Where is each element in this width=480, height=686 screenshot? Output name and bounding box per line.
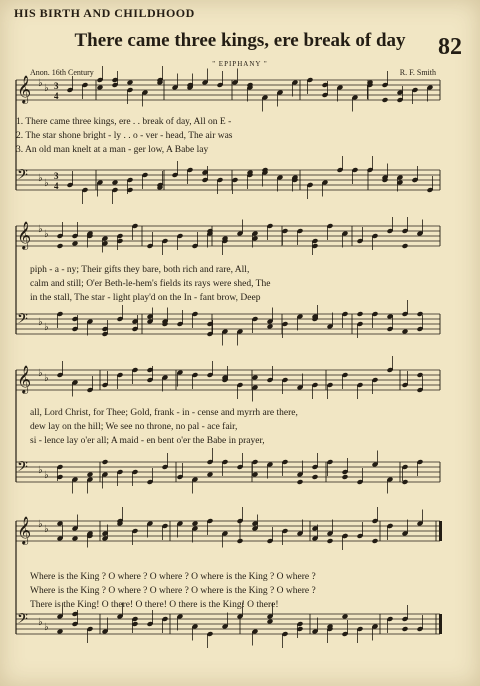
time-signature: 3 (54, 171, 59, 181)
flat-icon: ♭ (38, 173, 43, 184)
note-head (72, 536, 79, 542)
final-bar-line (439, 521, 442, 541)
lyric-line: There is the King! O there! O there! O there is the King! O there! (30, 600, 279, 610)
note-head (342, 474, 349, 480)
flat-icon: ♭ (44, 322, 49, 333)
hymn-title: There came three kings, ere break of day (74, 30, 406, 51)
note-head (87, 472, 94, 478)
flat-icon: ♭ (44, 622, 49, 633)
note-head (57, 243, 64, 249)
treble-clef-icon: 𝄞 (17, 365, 32, 393)
lyric-line: calm and still; O'er Beth-le-hem's fields its rays were shed, The (30, 279, 271, 289)
tune-name: " EPIPHANY " (212, 60, 268, 68)
note-head (357, 311, 364, 317)
bass-clef-icon: 𝄢 (17, 459, 28, 479)
note-head (102, 459, 109, 465)
lyric-line: Where is the King ? O where ? O where ? O where is the King ? O where ? (30, 586, 316, 596)
note-head (402, 329, 409, 335)
lyric-line: Where is the King ? O where ? O where ? O where is the King ? O where ? (30, 572, 316, 582)
bass-clef-icon: 𝄢 (17, 167, 28, 187)
flat-icon: ♭ (44, 178, 49, 189)
flat-icon: ♭ (44, 524, 49, 535)
lyric-line: si - lence lay o'er all; A maid - en bent o'er the Babe in prayer, (30, 436, 265, 446)
flat-icon: ♭ (38, 465, 43, 476)
note-head (252, 375, 259, 381)
hymn-number: 82 (438, 34, 462, 60)
lyric-line: 2. The star shone bright - ly . . o - ver - head, The air was (16, 131, 233, 141)
note-head (207, 472, 214, 478)
flat-icon: ♭ (44, 83, 49, 94)
section-title: HIS BIRTH AND CHILDHOOD (14, 6, 195, 20)
flat-icon: ♭ (44, 470, 49, 481)
flat-icon: ♭ (38, 617, 43, 628)
lyric-line: 1. There came three kings, ere . . break of day, All on E - (16, 117, 232, 127)
lyric-line: 3. An old man knelt at a man - ger low, A Babe lay (16, 145, 209, 155)
note-head (112, 180, 119, 186)
flat-icon: ♭ (38, 317, 43, 328)
lyric-line: piph - a - ny; Their gifts they bare, both rich and rare, All, (30, 265, 250, 275)
note-head (267, 619, 274, 625)
note-head (297, 479, 304, 485)
time-signature: 4 (54, 91, 59, 101)
flat-icon: ♭ (38, 519, 43, 530)
lyric-line: in the stall, The star - light play'd on the In - fant brow, Deep (30, 293, 261, 303)
note-head (402, 626, 409, 632)
flat-icon: ♭ (44, 229, 49, 240)
flat-icon: ♭ (38, 78, 43, 89)
note-head (372, 538, 379, 544)
author-credit: Anon. 16th Century (30, 68, 94, 77)
time-signature: 3 (54, 81, 59, 91)
flat-icon: ♭ (38, 224, 43, 235)
bass-clef-icon: 𝄢 (17, 611, 28, 631)
flat-icon: ♭ (38, 368, 43, 379)
note-head (127, 80, 134, 86)
note-head (327, 538, 334, 544)
note-head (192, 521, 199, 527)
note-head (57, 629, 64, 635)
lyric-line: dew lay on the hill; We see no throne, no pal - ace fair, (30, 422, 238, 432)
treble-clef-icon: 𝄞 (17, 75, 32, 103)
note-head (72, 241, 79, 247)
time-signature: 4 (54, 181, 59, 191)
note-head (402, 243, 409, 249)
flat-icon: ♭ (44, 373, 49, 384)
treble-clef-icon: 𝄞 (17, 221, 32, 249)
note-head (382, 97, 389, 103)
note-head (267, 324, 274, 330)
bass-clef-icon: 𝄢 (17, 311, 28, 331)
treble-clef-icon: 𝄞 (17, 516, 32, 544)
final-bar-line (439, 614, 442, 634)
note-head (97, 85, 104, 91)
lyric-line: all, Lord Christ, for Thee; Gold, frank - in - cense and myrrh are there, (30, 408, 298, 418)
note-head (342, 614, 349, 620)
composer-credit: R. F. Smith (399, 68, 436, 77)
note-head (312, 474, 319, 480)
